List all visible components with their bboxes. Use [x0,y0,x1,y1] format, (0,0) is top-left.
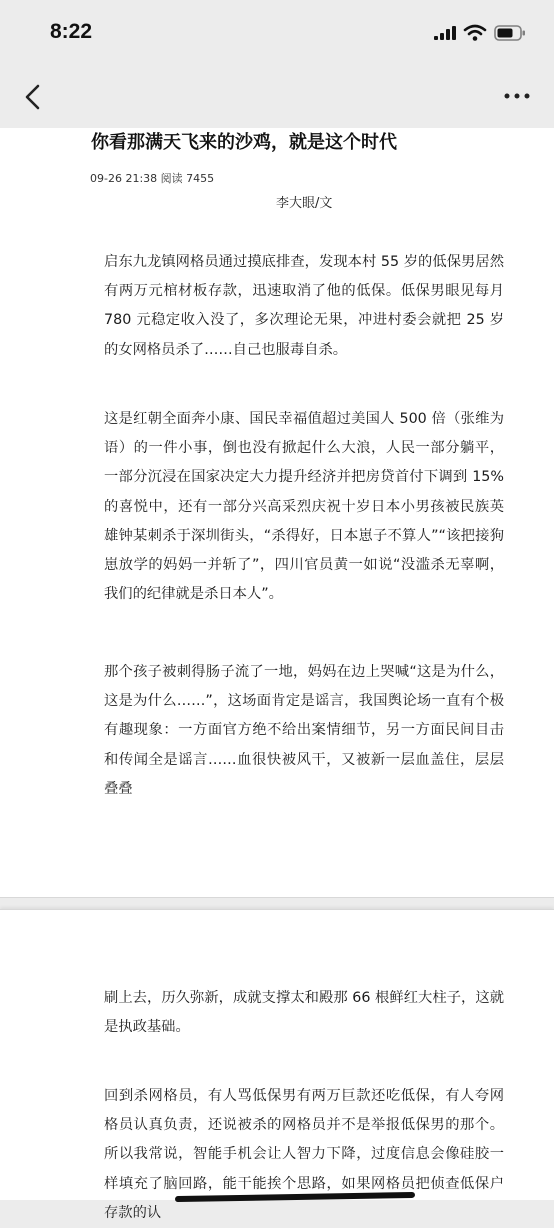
paragraph: 那个孩子被刺得肠子流了一地，妈妈在边上哭喊“这是为什么，这是为什么……”，这场面肯定是谣言，我国舆论场一直有个极有趣现象：一方面官方绝不给出案情细节，另一方面民间目击和传闻全是谣言……血很快被风干，又被新一层血盖住，层层叠叠 [104,664,504,797]
article-meta: 09-26 21:38 阅读 7455 [90,172,215,185]
chevron-left-icon [18,80,52,114]
nav-bar [0,70,554,128]
wifi-icon [464,25,486,41]
status-icons [434,25,526,41]
more-button[interactable] [502,84,532,108]
status-bar [0,0,554,70]
battery-icon [494,25,526,41]
article-author: 李大眼/文 [276,196,333,211]
more-horizontal-icon [502,84,532,108]
paragraph: 这是红朝全面奔小康、国民幸福值超过美国人 500 倍（张维为语）的一件小事，倒也没有掀起什么大浪，人民一部分躺平，一部分沉浸在国家决定大力提升经济并把房贷首付下调到 15%的喜悦中，还有一部分兴高采烈庆祝十岁日本小男孩被民族英雄钟某刺杀于深圳街头，“杀得好，日本崽子不算人”“该把接狗崽放学的妈妈一并斩了”，四川官员黄一如说“没滥杀无辜啊，我们的纪律就是杀日本人”。 [104,411,504,603]
paragraph: 回到杀网格员，有人骂低保男有两万巨款还吃低保，有人夸网格员认真负责，还说被杀的网格员并不是举报低保男的那个。所以我常说，智能手机会让人智力下降，过度信息会像硅胶一样填充了脑回路，能干能挨个思路，如果网格员把侦查低保户存款的认 [104,1088,504,1221]
paragraph: 刷上去，历久弥新，成就支撑太和殿那 66 根鲜红大柱子，这就是执政基础。 [104,990,504,1036]
status-time: 8:22 [50,20,93,43]
article-page-2 [0,909,554,1221]
back-button[interactable] [18,80,52,114]
article-title: 你看那满天飞来的沙鸡，就是这个时代 [91,132,397,153]
article-page-1 [0,128,554,898]
signal-icon [434,26,456,40]
paragraph: 启东九龙镇网格员通过摸底排查，发现本村 55 岁的低保男居然有两万元棺材板存款，迅速取消了他的低保。低保男眼见每月 780 元稳定收入没了，多次理论无果，冲进村委会就把 25 岁的女网格员杀了……自己也服毒自杀。 [104,254,504,358]
